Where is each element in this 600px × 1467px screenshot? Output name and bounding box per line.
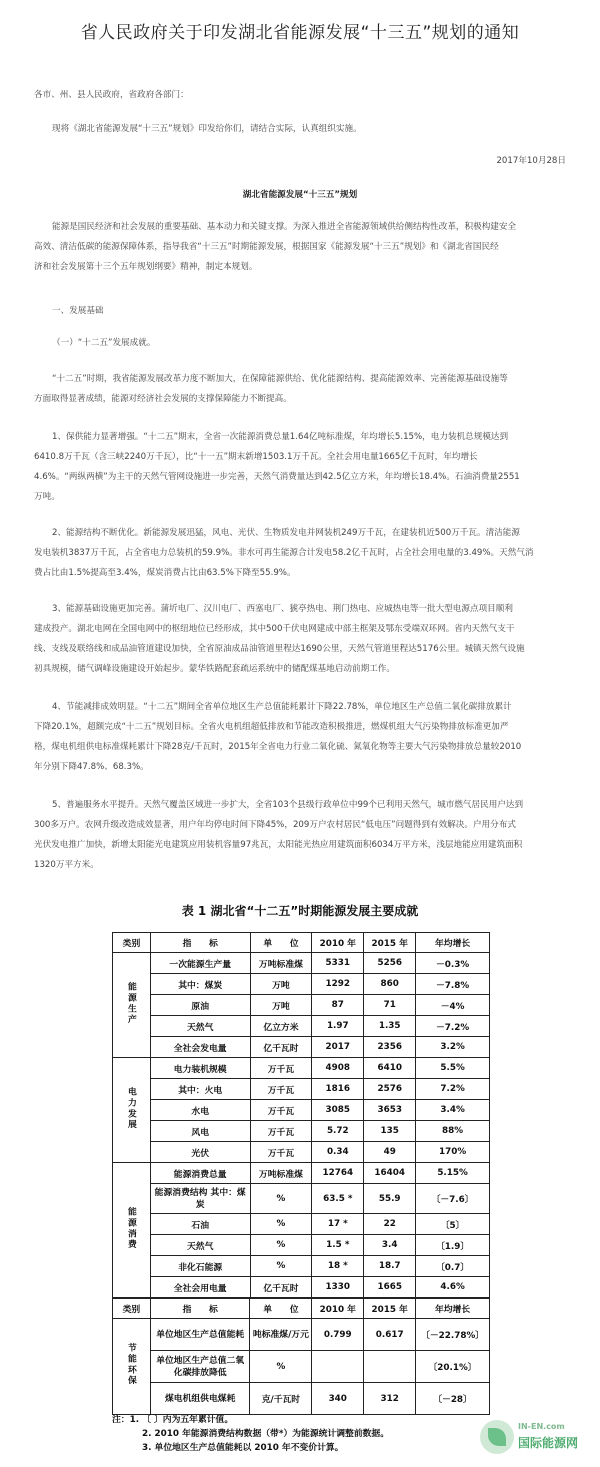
cell: 石油 [150,1214,250,1235]
cell: 5.15% [416,1163,490,1184]
table1-caption: 表 1 湖北省“十二五”时期能源发展主要成就 [181,904,419,918]
text-line: 建成投产。湖北电网在全国电网中的枢纽地位已经形成，其中500千伏电网建成中部主框架及鄂东受端双环网。省内天然气支干 [34,624,515,634]
text-line: 费占比由1.5%提高至3.4%，煤炭消费占比由63.5%下降至55.9%。 [34,568,296,578]
text-line: 4、节能减排成效明显。“十二五”期间全省单位地区生产总值能耗累计下降22.78%，单位地区生产总值二氧化碳排放累计 [52,702,512,712]
cell: 2576 [364,1079,416,1100]
cell: 1.97 [312,1016,364,1037]
cell: 亿千瓦时 [250,1037,312,1058]
cell: 6410 [364,1058,416,1079]
text-line: 下降20.1%，超额完成“十二五”规划目标。全省火电机组超低排放和节能改造积极推进，燃煤机组大气污染物排放标准更加严 [34,722,509,732]
text-line: 年分别下降47.8%、68.3%。 [34,762,149,772]
cell: 71 [364,995,416,1016]
watermark-en: IN-EN.com [518,1422,565,1431]
cell: 17 * [312,1214,364,1235]
cell: 1330 [312,1277,364,1298]
table-row [113,995,490,1016]
page-title: 省人民政府关于印发湖北省能源发展“十三五”规划的通知 [80,23,520,43]
cell: 其中：火电 [150,1079,250,1100]
text-line: 发电装机3837万千瓦，占全省电力总装机的59.9%。非水可再生能源合计发电58.2亿千瓦时，占全社会用电量的3.49%。天然气消 [34,548,534,558]
cell: 全社会用电量 [150,1277,250,1298]
cell: 88% [416,1121,490,1142]
cell: 12764 [312,1163,364,1184]
category-label: 能源消费 [125,1206,136,1251]
cell: 87 [312,995,364,1016]
cell: 天然气 [150,1235,250,1256]
text-line: 光伏发电推广加快，新增太阳能光电建筑应用装机容量97兆瓦，太阳能光热应用建筑面积6034万平方米，浅层地能应用建筑面积 [34,840,523,850]
cell: 7.2% [416,1079,490,1100]
cell: 170% [416,1142,490,1163]
category-cell [113,1163,151,1298]
cell: 风电 [150,1121,250,1142]
cell: 2017 [312,1037,364,1058]
cell: 55.9 [364,1184,416,1214]
table-row [113,1121,490,1142]
cell: 4908 [312,1058,364,1079]
cell: 煤电机组供电煤耗 [150,1383,250,1415]
header-cell: 类别 [113,933,151,953]
issue-date: 2017年10月28日 [496,156,566,166]
cell: 312 [364,1383,416,1415]
cell: 5331 [312,953,364,974]
cell: 原油 [150,995,250,1016]
cell: 〔－28〕 [416,1383,490,1415]
cell: 全社会发电量 [150,1037,250,1058]
cell: 18.7 [364,1256,416,1277]
cell: 水电 [150,1100,250,1121]
cell: 〔20.1%〕 [416,1351,490,1383]
cell: 〔1.9〕 [416,1235,490,1256]
text-line: 3、能源基础设施更加完善。蒲圻电厂、汉川电厂、西塞电厂、猇亭热电、荆门热电、应城热电等一批大型电源点项目顺利 [52,604,513,614]
cell: 〔5〕 [416,1214,490,1235]
subsection-heading: （一）“十二五”发展成就。 [52,338,156,348]
cell: 18 * [312,1256,364,1277]
text-line: 万吨。 [34,492,60,502]
cell: 一次能源生产量 [150,953,250,974]
cell: 3.4 [364,1235,416,1256]
cell: 3653 [364,1100,416,1121]
text-line: 300多万户。农网升级改造成效显著，用户年均停电时间下降45%，209万户农村居民“低电压”问题得到有效解决。户用分布式 [34,820,516,830]
cell: 电力装机规模 [150,1058,250,1079]
cell: 1.35 [364,1016,416,1037]
header-cell: 单 位 [250,933,312,953]
cell: 非化石能源 [150,1256,250,1277]
header-cell: 年均增长 [416,933,490,953]
cell: 天然气 [150,1016,250,1037]
cell: 万吨 [250,974,312,995]
text-line: 2、能源结构不断优化。新能源发展迅猛，风电、光伏、生物质发电并网装机249万千瓦，在建装机近500万千瓦。清洁能源 [52,528,520,538]
text-line: 初具规模，储气调峰设施建设开始起步。蒙华铁路配套疏运系统中的储配煤基地启动前期工作。 [34,664,395,674]
cell: －7.2% [416,1016,490,1037]
header-cell: 类别 [113,1299,151,1319]
header-cell: 2010 年 [312,933,364,953]
cell: 0.617 [364,1319,416,1351]
cell: 亿千瓦时 [250,1277,312,1298]
text-line: 1320万平方米。 [34,860,99,870]
text-line: 1、保供能力显著增强。“十二五”期末，全省一次能源消费总量1.64亿吨标准煤，年均增长5.15%，电力装机总规模达到 [52,432,509,442]
header-cell: 年均增长 [416,1299,490,1319]
category-label: 节能环保 [125,1343,136,1387]
table-row [113,974,490,995]
cell: 万千瓦 [250,1058,312,1079]
cell: 3085 [312,1100,364,1121]
cell: 5.5% [416,1058,490,1079]
table-row [113,1235,490,1256]
section-heading: 一、发展基础 [52,306,104,316]
cell: 3.4% [416,1100,490,1121]
cell: 吨标准煤/万元 [250,1319,312,1351]
category-cell [113,953,151,1058]
table2 [112,1298,490,1415]
cell: 0.34 [312,1142,364,1163]
cell: 860 [364,974,416,995]
cell: 其中：煤炭 [150,974,250,995]
cell: 1816 [312,1079,364,1100]
site-watermark [480,1418,592,1462]
table1 [112,932,490,1298]
category-label: 电力发展 [125,1086,136,1131]
text-line: 高效、清洁低碳的能源保障体系，指导我省“十三五”时期能源发展，根据国家《能源发展“十三五”规划》和《湖北省国民经 [34,242,499,252]
text-line: 4.6%。“两纵两横”为主干的天然气管网设施进一步完善，天然气消费量达到42.5亿立方米，年均增长18.4%。石油消费量2551 [34,472,520,482]
table-row [113,1319,490,1351]
header-cell: 指 标 [150,1299,250,1319]
cell: 4.6% [416,1277,490,1298]
cell: －0.3% [416,953,490,974]
cell: 克/千瓦时 [250,1383,312,1415]
table-row [113,1142,490,1163]
header-cell: 2015 年 [364,933,416,953]
table-row [113,1079,490,1100]
table-row [113,953,490,974]
text-line: 济和社会发展第十三个五年规划纲要》精神，制定本规划。 [34,262,258,272]
table-row [113,1214,490,1235]
cell: 22 [364,1214,416,1235]
table-note-2: 2. 2010 年能源消费结构数据（带*）为能源统计调整前数据。 [142,1429,390,1439]
cell: 63.5 * [312,1184,364,1214]
table-note-3: 3. 单位地区生产总值能耗以 2010 年不变价计算。 [142,1443,344,1453]
cell: % [250,1351,312,1383]
text-line: “十二五”时期，我省能源发展改革力度不断加大，在保障能源供给、优化能源结构、提高能源效率、完善能源基础设施等 [52,374,508,384]
cell: 1665 [364,1277,416,1298]
table-row [113,1351,490,1383]
table-header-row [113,1299,490,1319]
category-cell [113,1058,151,1163]
text-line: 线、支线及联络线和成品油管道建设加快，全省原油成品油管道里程达1690公里，天然气管道里程达5176公里。城镇天然气设施 [34,644,525,654]
cell [364,1351,416,1383]
category-label: 能源生产 [125,981,136,1026]
cell: 〔－22.78%〕 [416,1319,490,1351]
cell: 5.72 [312,1121,364,1142]
table-row [113,1037,490,1058]
cell: 16404 [364,1163,416,1184]
cell: 135 [364,1121,416,1142]
cell: 万吨 [250,995,312,1016]
cell: 能源消费总量 [150,1163,250,1184]
header-cell: 单 位 [250,1299,312,1319]
cell: 5256 [364,953,416,974]
cell: 单位地区生产总值能耗 [150,1319,250,1351]
table-row [113,1184,490,1214]
cell: % [250,1184,312,1214]
text-line: 6410.8万千瓦（含三峡2240万千瓦），比“十一五”期末新增1503.1万千瓦。全社会用电量1665亿千瓦时，年均增长 [34,452,478,462]
cell: 340 [312,1383,364,1415]
cell: % [250,1214,312,1235]
table-row [113,1058,490,1079]
cell: 〔0.7〕 [416,1256,490,1277]
cell [312,1351,364,1383]
header-cell: 2010 年 [312,1299,364,1319]
text-line: 方面取得显著成绩，能源对经济社会发展的支撑保障能力不断提高。 [34,394,292,404]
cell: 3.2% [416,1037,490,1058]
cell: 能源消费结构 其中：煤炭 [150,1184,250,1214]
cell: 1.5 * [312,1235,364,1256]
table-row [113,1163,490,1184]
header-cell: 指 标 [150,933,250,953]
cell: % [250,1235,312,1256]
table-note-1: 注：1. 〔 〕内为五年累计值。 [112,1415,234,1425]
plan-title: 湖北省能源发展“十三五”规划 [242,190,358,200]
cell: 0.799 [312,1319,364,1351]
table-header-row [113,933,490,953]
text-line: 5、普遍服务水平提升。天然气覆盖区域进一步扩大，全省103个县级行政单位中99个已利用天然气，城市燃气居民用户达到 [52,800,524,810]
cell: 万千瓦 [250,1079,312,1100]
watermark-cn: 国际能源网 [518,1436,579,1450]
table-row [113,1016,490,1037]
cell: 万千瓦 [250,1100,312,1121]
cell: －4% [416,995,490,1016]
table-row [113,1100,490,1121]
cell: 万千瓦 [250,1142,312,1163]
intro-text: 现将《湖北省能源发展“十三五”规划》印发给你们，请结合实际，认真组织实施。 [52,124,362,134]
cell: 〔－7.6〕 [416,1184,490,1214]
cell: 光伏 [150,1142,250,1163]
cell: 万吨标准煤 [250,953,312,974]
leaf-logo-icon [480,1420,514,1454]
salutation: 各市、州、县人民政府，省政府各部门： [34,90,189,100]
category-cell [113,1319,151,1415]
header-cell: 2015 年 [364,1299,416,1319]
cell: 49 [364,1142,416,1163]
text-line: 能源是国民经济和社会发展的重要基础、基本动力和关键支撑。为深入推进全省能源领域供给侧结构性改革，积极构建安全 [52,222,517,232]
cell: 万千瓦 [250,1121,312,1142]
cell: 万吨标准煤 [250,1163,312,1184]
table-row [113,1383,490,1415]
text-line: 格，煤电机组供电标准煤耗累计下降28克/千瓦时，2015年全省电力行业二氧化硫、氮氧化物等主要大气污染物排放总量较2010 [34,742,522,752]
cell: －7.8% [416,974,490,995]
cell: 亿立方米 [250,1016,312,1037]
cell: 1292 [312,974,364,995]
cell: % [250,1256,312,1277]
table-row [113,1277,490,1298]
cell: 单位地区生产总值二氧化碳排放降低 [150,1351,250,1383]
cell: 2356 [364,1037,416,1058]
table-row [113,1256,490,1277]
